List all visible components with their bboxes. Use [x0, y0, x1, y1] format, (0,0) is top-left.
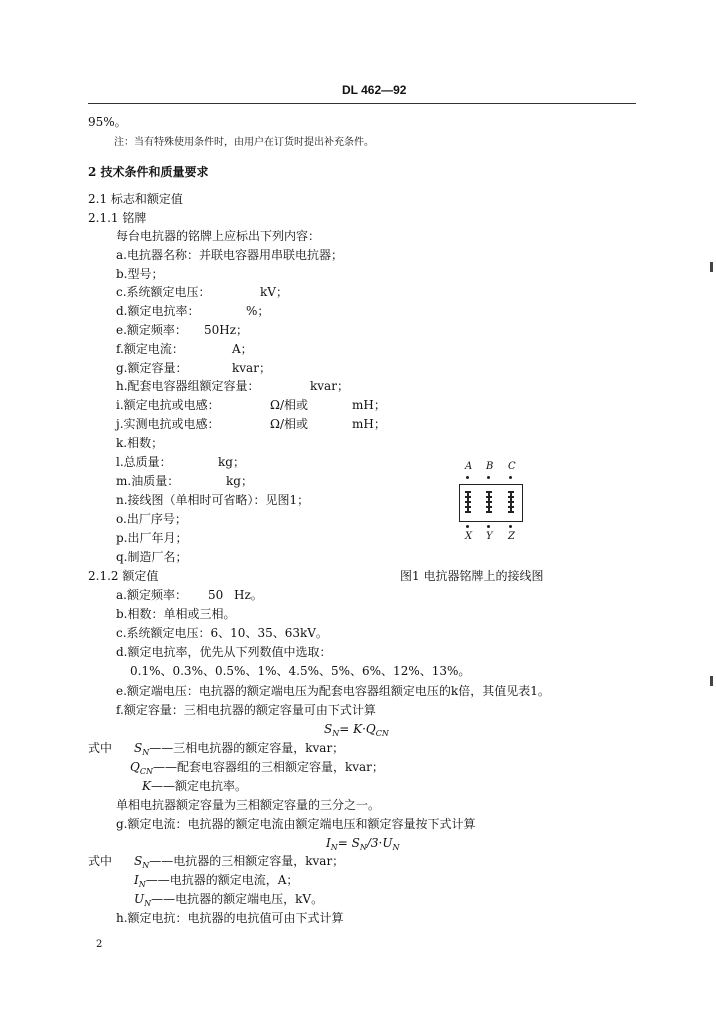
- definition-symbol: K: [142, 779, 151, 793]
- terminal-label-b: B: [486, 461, 494, 472]
- terminal-label-a: A: [465, 461, 473, 472]
- list-item-unit: Ω/相或: [270, 417, 308, 431]
- where-label: 式中: [88, 741, 113, 755]
- text-line: 95%。: [88, 115, 127, 129]
- list-item-unit: %；: [246, 304, 270, 318]
- section-heading: 2 技术条件和质量要求: [88, 165, 209, 179]
- list-item-unit: 50Hz；: [204, 323, 249, 337]
- formula-subscript: N: [332, 729, 340, 738]
- list-item-unit: kg；: [226, 474, 253, 488]
- formula-body: = K·Q: [339, 722, 376, 736]
- page-number: 2: [96, 939, 103, 950]
- terminal-dot: [509, 476, 512, 479]
- terminal-label-c: C: [508, 461, 516, 472]
- list-item: i.额定电抗或电感：: [116, 398, 220, 412]
- list-item-unit: kV；: [260, 285, 288, 299]
- list-item: o.出厂序号；: [116, 512, 187, 526]
- reactor-coil: [488, 491, 496, 513]
- terminal-dot: [487, 525, 490, 528]
- formula: [324, 722, 389, 738]
- list-item: m.油质量：: [116, 474, 180, 488]
- definition-text: ——三相电抗器的额定容量，kvar；: [149, 741, 345, 755]
- list-item: b.型号；: [116, 267, 164, 281]
- formula-body: = S: [337, 836, 360, 850]
- list-item-value: 50: [208, 588, 224, 602]
- note-line: 注：当有特殊使用条件时，由用户在订货时提出补充条件。: [114, 137, 374, 148]
- list-item: b.相数：单相或三相。: [116, 607, 236, 621]
- definition-symbol: I: [134, 873, 139, 887]
- reactor-coil: [467, 491, 475, 513]
- scan-mark: [710, 262, 713, 272]
- header-rule: [88, 103, 636, 104]
- formula-subscript: CN: [375, 729, 389, 738]
- list-item: c.系统额定电压：6、10、35、63kV。: [116, 626, 328, 640]
- definition-text: ——配套电容器组的三相额定容量，kvar；: [152, 760, 384, 774]
- terminal-dot: [466, 476, 469, 479]
- list-item: p.出厂年月；: [116, 531, 188, 545]
- terminal-label-x: X: [465, 531, 473, 542]
- list-item-unit: Ω/相或: [270, 398, 308, 412]
- formula-subscript: N: [330, 843, 338, 852]
- where-label: 式中: [88, 854, 113, 868]
- list-item: n.接线图（单相时可省略）：见图1；: [116, 493, 310, 507]
- list-item: l.总质量：: [116, 455, 172, 469]
- definition-symbol: S: [134, 741, 143, 755]
- definition-symbol: U: [134, 892, 145, 906]
- subsection-heading: 2.1.1 铭牌: [88, 211, 147, 225]
- terminal-label-z: Z: [508, 531, 515, 542]
- scan-mark: [710, 676, 713, 686]
- list-item-unit: mH；: [352, 417, 386, 431]
- definition-line: [130, 760, 384, 776]
- list-item-unit: Hz。: [234, 588, 263, 602]
- terminal-dot: [466, 525, 469, 528]
- list-item: c.系统额定电压：: [116, 285, 211, 299]
- list-item-unit: kvar；: [310, 379, 349, 393]
- list-item: d.额定电抗率：: [116, 304, 200, 318]
- formula-body: /3·U: [366, 836, 393, 850]
- definition-line: [142, 780, 247, 792]
- definition-symbol: Q: [130, 760, 140, 774]
- list-item: h.配套电容器组额定容量：: [116, 379, 260, 393]
- list-item: d.额定电抗率，优先从下列数值中选取：: [116, 645, 332, 659]
- terminal-dot: [487, 476, 490, 479]
- list-item: a.额定频率：: [116, 588, 187, 602]
- wiring-diagram: [456, 462, 526, 544]
- list-item: g.额定容量：: [116, 361, 188, 375]
- definition-line: [134, 854, 345, 870]
- definition-subscript: N: [142, 748, 150, 757]
- definition-line: [134, 892, 324, 908]
- formula-subscript: N: [359, 843, 367, 852]
- list-item-unit: kvar；: [232, 361, 271, 375]
- definition-line: [134, 873, 299, 889]
- formula-symbol: S: [324, 722, 333, 736]
- definition-subscript: N: [144, 899, 152, 908]
- list-item: f.额定容量：三相电抗器的额定容量可由下式计算: [116, 703, 376, 717]
- list-item-unit: A；: [232, 342, 253, 356]
- list-item: e.额定端电压：电抗器的额定端电压为配套电容器组额定电压的k倍，其值见表1。: [116, 684, 550, 698]
- definition-text: ——额定电抗率。: [150, 779, 247, 793]
- value-list: 0.1%、0.3%、0.5%、1%、4.5%、5%、6%、12%、13%。: [130, 664, 471, 678]
- list-item: f.额定电流：: [116, 342, 184, 356]
- list-item: h.额定电抗：电抗器的电抗值可由下式计算: [116, 911, 344, 925]
- document-code: DL 462—92: [342, 83, 407, 97]
- definition-line: [134, 741, 345, 757]
- definition-text: ——电抗器的三相额定容量，kvar；: [149, 854, 345, 868]
- figure-caption: 图1 电抗器铭牌上的接线图: [400, 569, 544, 583]
- definition-text: ——电抗器的额定电流，A；: [145, 873, 299, 887]
- terminal-label-y: Y: [486, 531, 493, 542]
- definition-text: ——电抗器的额定端电压，kV。: [151, 892, 324, 906]
- definition-subscript: N: [142, 861, 150, 870]
- text-line: 每台电抗器的铭牌上应标出下列内容：: [116, 229, 321, 243]
- list-item: a.电抗器名称：并联电容器用串联电抗器；: [116, 248, 343, 262]
- subsection-heading: 2.1 标志和额定值: [88, 192, 183, 206]
- list-item: j.实测电抗或电感：: [116, 417, 220, 431]
- list-item: e.额定频率：: [116, 323, 187, 337]
- formula: [326, 836, 400, 852]
- list-item: q.制造厂名；: [116, 550, 188, 564]
- reactor-coil: [510, 491, 518, 513]
- list-item: k.相数；: [116, 436, 164, 450]
- definition-subscript: CN: [139, 767, 153, 776]
- list-item-unit: kg；: [218, 455, 245, 469]
- subsection-heading: 2.1.2 额定值: [88, 569, 159, 583]
- definition-symbol: S: [134, 854, 143, 868]
- list-item: g.额定电流：电抗器的额定电流由额定端电压和额定容量按下式计算: [116, 817, 476, 831]
- definition-subscript: N: [138, 880, 146, 889]
- text-line: 单相电抗器额定容量为三相额定容量的三分之一。: [116, 798, 381, 812]
- formula-symbol: I: [326, 836, 331, 850]
- terminal-dot: [509, 525, 512, 528]
- formula-subscript: N: [392, 843, 400, 852]
- list-item-unit: mH；: [352, 398, 386, 412]
